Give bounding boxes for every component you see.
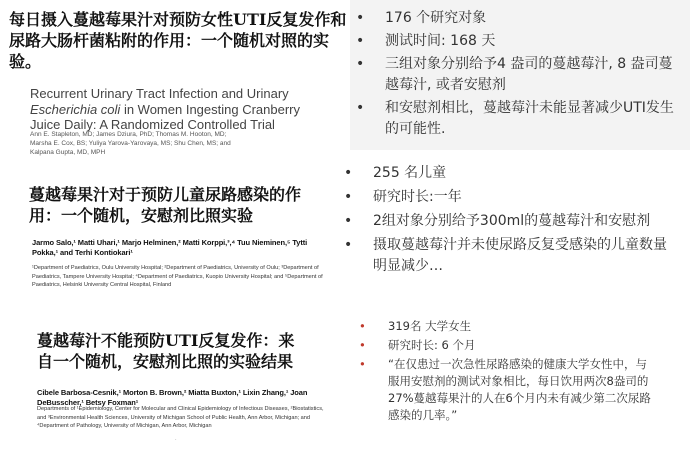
study3-chinese-title: 蔓越莓汁不能预防UTI反复发作：来自一个随机，安慰剂比照的实验结果	[37, 331, 295, 371]
study1-bullet-text: 和安慰剂相比，蔓越莓汁未能显著减少UTI发生的可能性.	[385, 100, 674, 137]
bullet-dot-icon: •	[359, 357, 366, 371]
bullet-dot-icon: •	[359, 338, 366, 352]
study1-authors-line1: Ann E. Stapleton, MD; James Dziura, PhD; Thomas M. Hooton, MD;	[30, 131, 227, 138]
study3-affiliations: Departments of ¹Epidemiology, Center for Molecular and Clinical Epidemiology of Infectious Diseases, ²Biostatistics, and ³Environmental Health Sciences, University of Michigan School of Public Health, Ann Arbor, Michigan; and ⁴Department of Pathology, University of Michigan, Ann Arbor, Michigan	[37, 406, 324, 429]
bullet-dot-icon: •	[344, 237, 353, 253]
study1-bullet-text: 176 个研究对象	[385, 10, 487, 26]
study3-bullet	[355, 318, 655, 335]
bullet-dot-icon: •	[356, 33, 365, 49]
study2-authors: Jarmo Salo,¹ Matti Uhari,¹ Marjo Helminen,² Matti Korppi,³,⁴ Tuu Nieminen,⁵ Tytti Pokka,¹ and Terhi Kontiokari¹	[32, 238, 308, 257]
study1-bullet	[352, 54, 678, 96]
study3-bullet-text: “在仅患过一次急性尿路感染的健康大学女性中，与服用安慰剂的测试对象相比，每日饮用两次8盎司的27%蔓越莓果汁的人在6个月内未有减少第二次尿路感染的几率。”	[388, 357, 651, 422]
study3-bullet	[355, 337, 655, 354]
study1-english-title	[30, 86, 350, 133]
study3-bullet-text: 研究时长: 6 个月	[388, 338, 476, 352]
study1-bullet-text: 三组对象分别给予4 盎司的蔓越莓汁, 8 盎司蔓越莓汁, 或者安慰剂	[385, 56, 673, 93]
study2-bullet-list	[340, 163, 680, 280]
study1-bullet-text: 测试时间: 168 天	[385, 33, 496, 49]
bullet-dot-icon: •	[356, 56, 365, 72]
study2-chinese-title: 蔓越莓果汁对于预防儿童尿路感染的作用：一个随机，安慰剂比照实验	[29, 185, 302, 225]
bullet-dot-icon: •	[344, 189, 353, 205]
study2-affiliations: ¹Department of Paediatrics, Oulu University Hospital; ²Department of Paediatrics, University of Oulu; ³Department of Paediatrics, Tampere University Hospital; ⁴Department of Paediatrics, Kuopio University Hospital; and ⁵Department of Paediatrics, Helsinki University Central Hospital, Finland	[32, 265, 323, 288]
study1-title-italic: Escherichia coli	[30, 101, 121, 117]
study1-chinese-title: 每日摄入蔓越莓果汁对预防女性UTI反复发作和尿路大肠杆菌粘附的作用：一个随机对照的实验。	[9, 10, 347, 71]
study1-title-line2	[30, 102, 350, 118]
bullet-dot-icon: •	[344, 213, 353, 229]
study2-bullet	[340, 163, 680, 184]
bullet-dot-icon: •	[356, 100, 365, 116]
bullet-dot-icon: •	[356, 10, 365, 26]
study2-bullet	[340, 235, 680, 277]
study1-bullet	[352, 31, 678, 52]
study1-authors	[30, 130, 340, 157]
study2-bullet	[340, 211, 680, 232]
bullet-dot-icon: •	[344, 165, 353, 181]
study2-bullet-text: 摄取蔓越莓汁并未使尿路反复受感染的儿童数量明显减少…	[373, 237, 667, 274]
study3-bullet-list	[355, 318, 655, 426]
study1-title-line1: Recurrent Urinary Tract Infection and Urinary	[30, 86, 289, 101]
study1-authors-line2: Marsha E. Cox, BS; Yuliya Yarova-Yarovaya, MS; Shu Chen, MS; and	[30, 140, 231, 147]
study2-bullet-text: 2组对象分别给予300ml的蔓越莓汁和安慰剂	[373, 213, 651, 229]
study1-authors-line3: Kalpana Gupta, MD, MPH	[30, 149, 106, 156]
bullet-dot-icon: •	[359, 319, 366, 333]
study1-title-line2-rest: in Women Ingesting Cranberry	[120, 101, 301, 117]
study3-page-mark: ·	[175, 438, 177, 443]
study2-bullet-text: 研究时长:一年	[373, 189, 462, 205]
study1-bullet	[352, 8, 678, 29]
study2-bullet	[340, 187, 680, 208]
study1-bullet	[352, 98, 678, 140]
study3-bullet	[355, 356, 655, 424]
study3-authors: Cibele Barbosa-Cesnik,¹ Morton B. Brown,² Miatta Buxton,¹ Lixin Zhang,¹ Joan DeBusscher,¹ Betsy Foxman¹	[37, 388, 308, 407]
study2-bullet-text: 255 名儿童	[373, 165, 447, 181]
study3-bullet-text: 319名 大学女生	[388, 319, 472, 333]
study1-title-line3: Juice Daily: A Randomized Controlled Trial	[30, 117, 275, 132]
study1-bullet-list	[352, 8, 678, 142]
